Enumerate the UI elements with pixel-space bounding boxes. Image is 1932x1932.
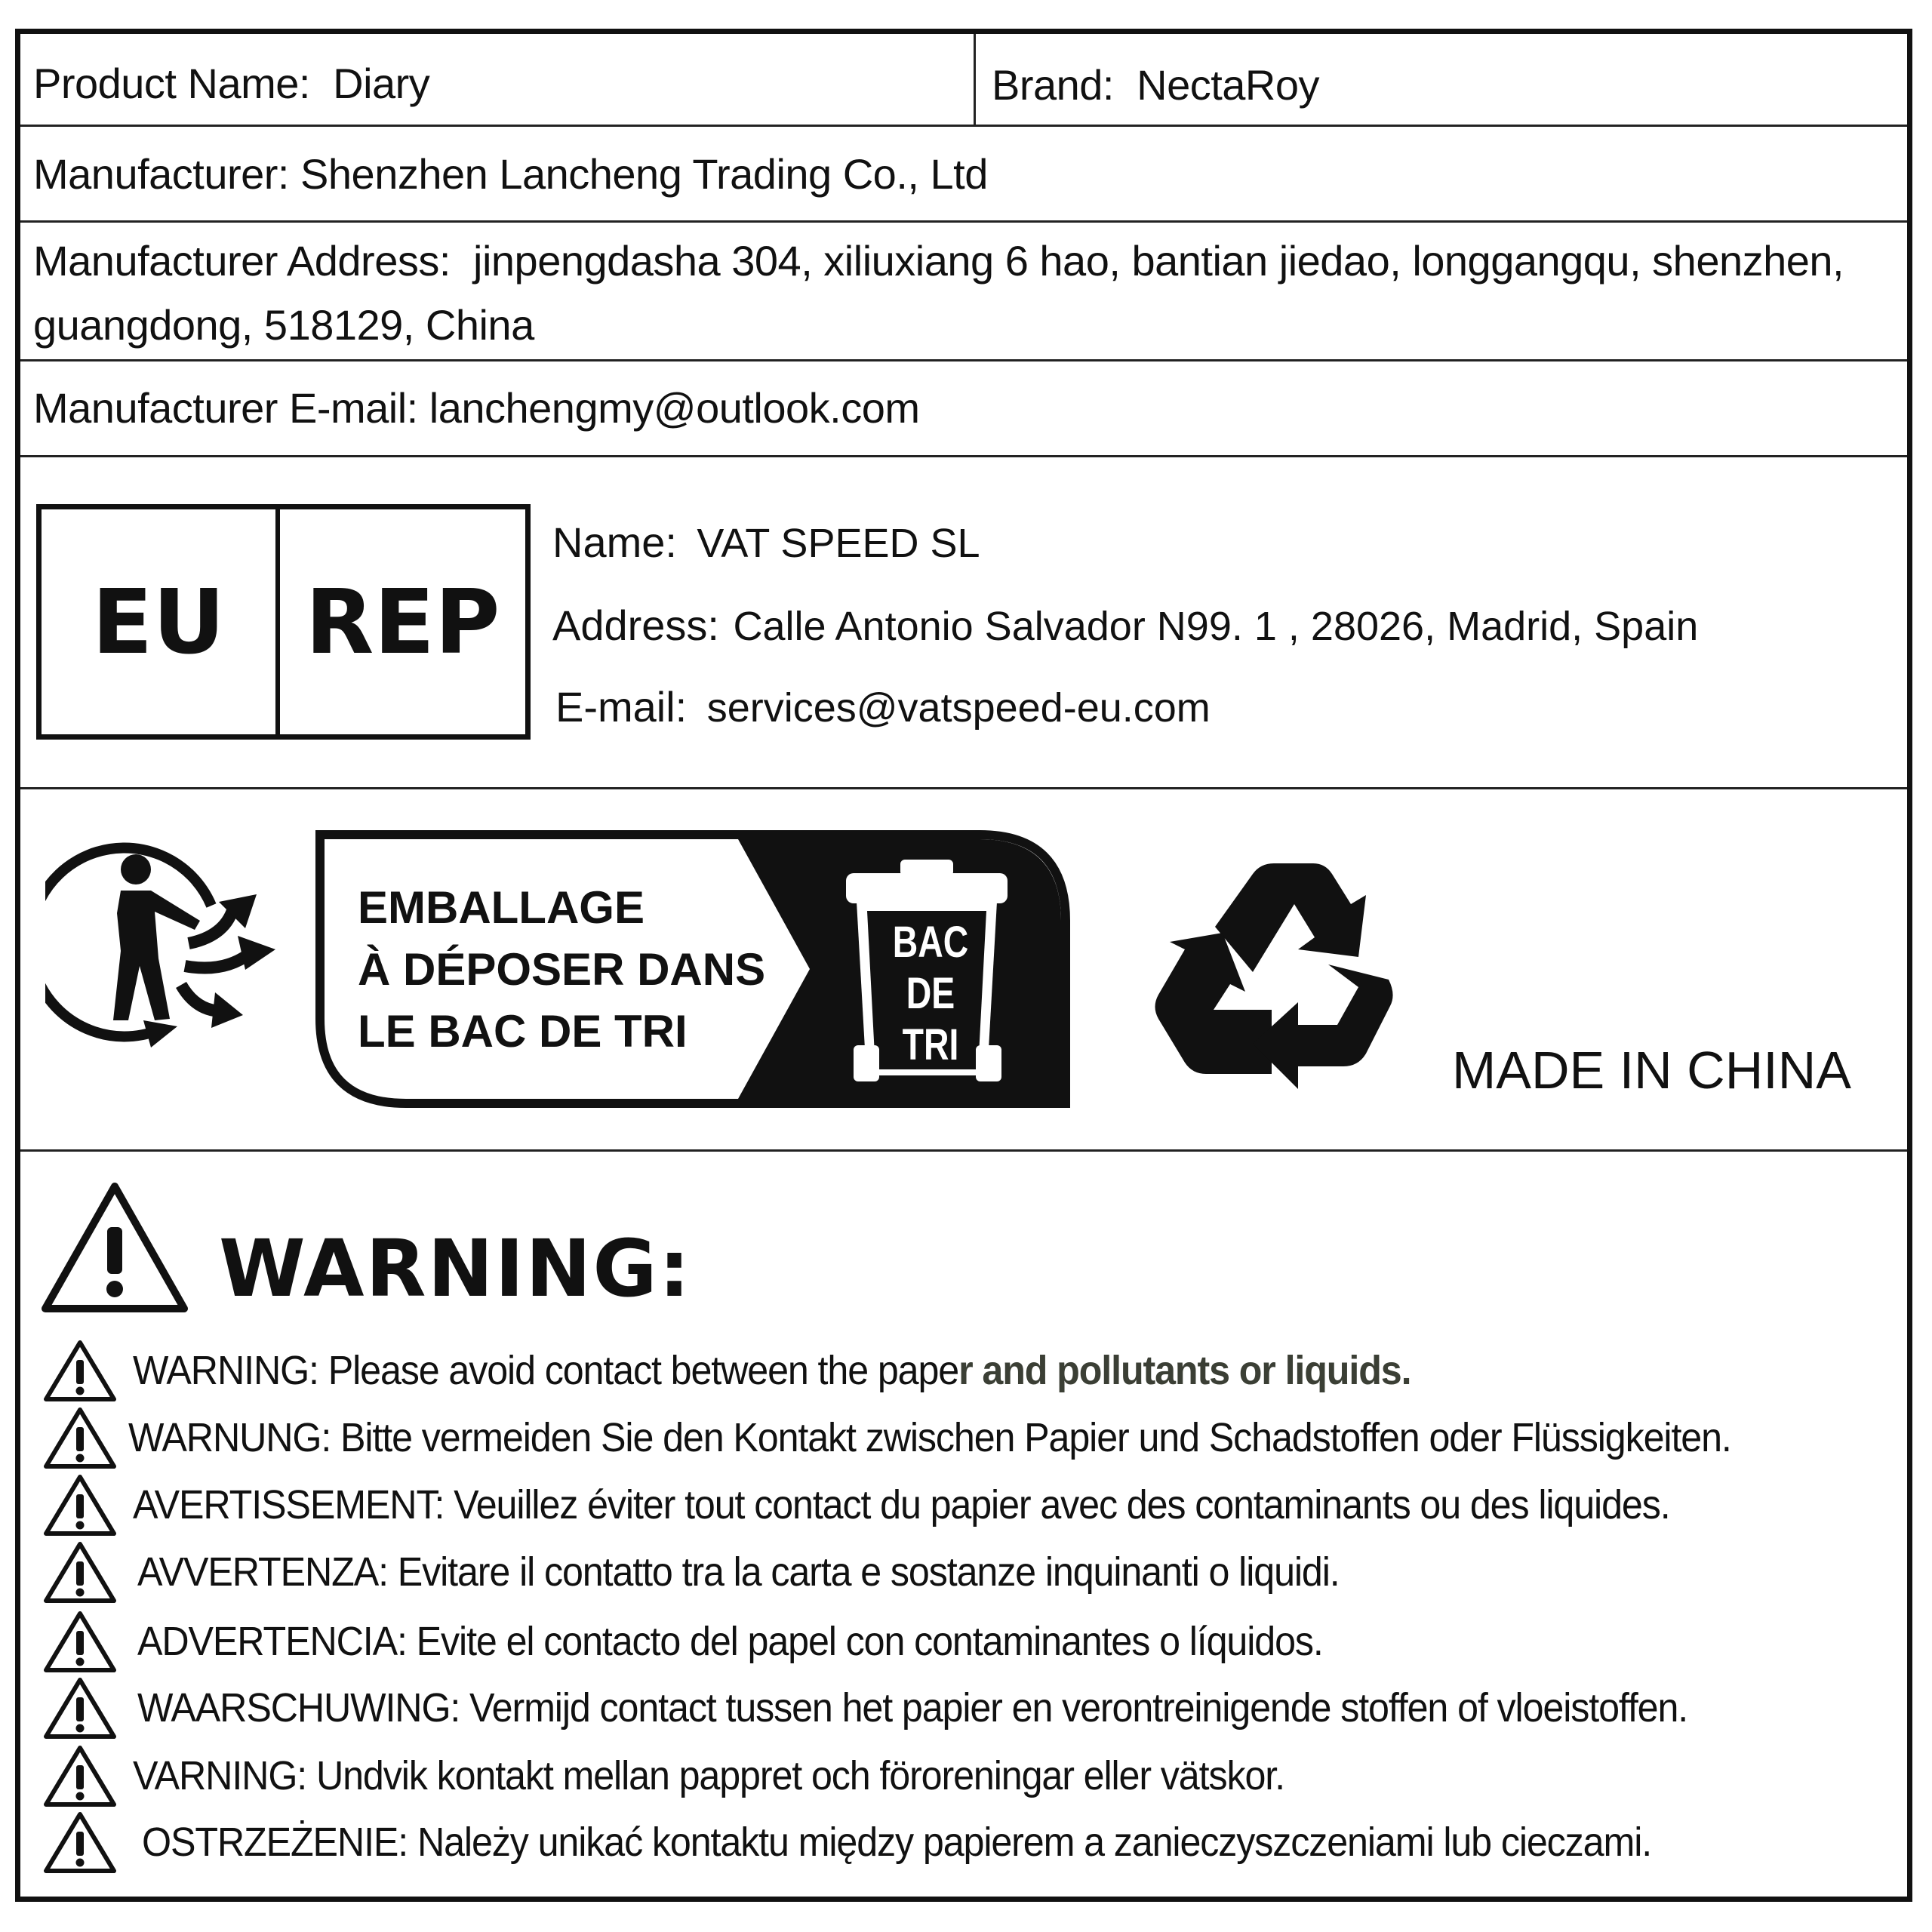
warning-text-de: WARNUNG: Bitte vermeiden Sie den Kontakt zwischen Papier und Schadstoffen oder Flüssigkeiten. xyxy=(128,1415,1731,1460)
eu-rep-badge-rep: REP xyxy=(305,570,500,674)
eu-rep-address-label: Address: xyxy=(552,601,719,649)
warning-text-en-highlight: r and pollutants or liquids. xyxy=(958,1348,1411,1393)
triman-info-banner xyxy=(315,830,1070,1108)
warning-text-sv: VARNING: Undvik kontakt mellan pappret och föroreningar eller vätskor. xyxy=(133,1753,1284,1798)
divider xyxy=(20,455,1907,457)
eu-rep-name-value: VAT SPEED SL xyxy=(697,521,980,566)
warning-triangle-icon xyxy=(42,1610,118,1673)
manufacturer-address xyxy=(33,236,1844,285)
brand-label: Brand: xyxy=(992,61,1114,109)
divider xyxy=(20,220,1907,223)
warning-text-fr: AVERTISSEMENT: Veuillez éviter tout contact du papier avec des contaminants ou des liquides. xyxy=(133,1482,1670,1527)
eu-rep-email-value: services@vatspeed-eu.com xyxy=(706,685,1211,731)
warning-text-it: AVVERTENZA: Evitare il contatto tra la carta e sostanze inquinanti o liquidi. xyxy=(137,1549,1340,1595)
divider xyxy=(20,359,1907,361)
eu-rep-address xyxy=(552,601,1698,650)
eu-rep-address-value: Calle Antonio Salvador N99. 1 , 28026, Madrid, Spain xyxy=(733,604,1699,649)
divider xyxy=(974,34,976,126)
warning-triangle-icon xyxy=(42,1406,118,1469)
warning-triangle-icon xyxy=(42,1676,118,1740)
warning-line xyxy=(42,1540,1430,1604)
warning-line xyxy=(42,1609,1412,1674)
manufacturer-email: Manufacturer E-mail: lanchengmy@outlook.com xyxy=(33,384,920,432)
eu-rep-email xyxy=(555,682,1211,731)
manufacturer-address-line1: jinpengdasha 304, xiliuxiang 6 hao, bantian jiedao, longgangqu, shenzhen, xyxy=(473,237,1844,285)
warning-heading: WARNING: xyxy=(219,1223,692,1315)
banner-line1: EMBALLAGE xyxy=(358,882,645,933)
triman-icon xyxy=(45,823,287,1049)
warning-triangle-icon xyxy=(42,1810,118,1874)
warning-text-nl: WAARSCHUWING: Vermijd contact tussen het papier en verontreinigende stoffen of vloeistoffen. xyxy=(137,1685,1688,1730)
warning-line xyxy=(42,1405,1852,1470)
banner-line2: À DÉPOSER DANS xyxy=(358,944,766,995)
bin-line2: DE xyxy=(906,969,955,1018)
manufacturer-address-line2: guangdong, 518129, China xyxy=(33,301,534,349)
eu-rep-badge-eu: EU xyxy=(91,570,226,674)
warning-line xyxy=(42,1810,1765,1875)
brand-value: NectaRoy xyxy=(1137,61,1319,109)
product-name-label: Product Name: xyxy=(33,60,310,107)
product-name xyxy=(33,59,429,108)
manufacturer-address-label: Manufacturer Address: xyxy=(33,237,451,285)
recycle-icon xyxy=(1140,844,1411,1123)
eu-rep-name xyxy=(552,518,980,567)
warning-line xyxy=(42,1675,1804,1740)
warning-text-pl: OSTRZEŻENIE: Należy unikać kontaktu między papierem a zanieczyszczeniami lub cieczami. xyxy=(142,1820,1652,1865)
brand xyxy=(992,60,1319,109)
made-in-china: MADE IN CHINA xyxy=(1452,1041,1851,1100)
warning-triangle-icon xyxy=(42,1339,118,1402)
eu-rep-badge xyxy=(36,504,531,740)
warning-text-es: ADVERTENCIA: Evite el contacto del papel con contaminantes o líquidos. xyxy=(137,1619,1323,1664)
manufacturer-name: Manufacturer: Shenzhen Lancheng Trading Co., Ltd xyxy=(33,150,988,198)
warning-line xyxy=(42,1743,1371,1808)
bin-line1: BAC xyxy=(892,918,969,967)
warning-line xyxy=(42,1472,1786,1537)
divider xyxy=(20,125,1907,127)
bin-line3: TRI xyxy=(902,1020,959,1069)
eu-rep-email-label: E-mail: xyxy=(555,683,688,731)
product-name-value: Diary xyxy=(333,60,430,107)
warning-text-en: WARNING: Please avoid contact between the pape xyxy=(133,1348,959,1393)
warning-triangle-icon xyxy=(39,1179,190,1315)
divider xyxy=(20,787,1907,789)
warning-triangle-icon xyxy=(42,1540,118,1604)
warning-line xyxy=(42,1338,1507,1403)
warning-triangle-icon xyxy=(42,1744,118,1807)
warning-triangle-icon xyxy=(42,1473,118,1537)
banner-text xyxy=(358,877,765,1063)
warning-text xyxy=(133,1347,1411,1394)
eu-rep-name-label: Name: xyxy=(552,518,677,566)
bin-text xyxy=(885,917,976,1071)
banner-line3: LE BAC DE TRI xyxy=(358,1006,688,1057)
divider xyxy=(20,1149,1907,1152)
